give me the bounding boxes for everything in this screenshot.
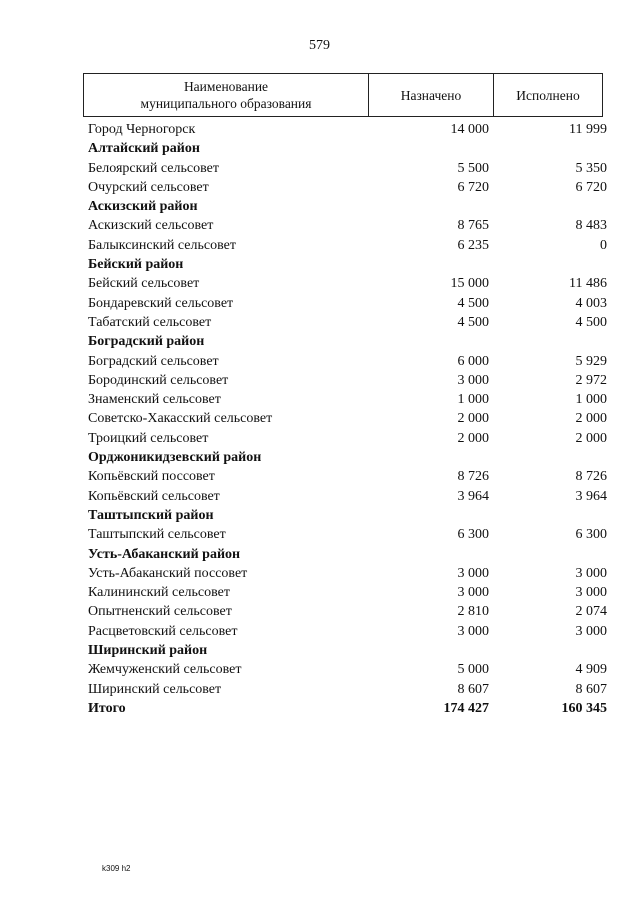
row-plan: 6 000 [457, 353, 489, 369]
row-name: Белоярский сельсовет [88, 160, 219, 176]
row-name: Знаменский сельсовет [88, 392, 221, 408]
row-exec: 2 000 [575, 430, 607, 446]
table-row [83, 371, 607, 390]
table-row [83, 178, 607, 197]
row-name: Орджоникидзевский район [88, 450, 262, 466]
row-name: Копьёвский поссовет [88, 469, 215, 485]
row-exec: 0 [600, 237, 607, 253]
row-name: Алтайский район [88, 141, 200, 157]
row-plan: 8 765 [457, 218, 489, 234]
row-plan: 8 726 [457, 469, 489, 485]
row-exec: 3 000 [575, 623, 607, 639]
row-name: Ширинский район [88, 643, 208, 659]
district-heading-row [83, 545, 607, 564]
row-plan: 2 000 [457, 430, 489, 446]
row-exec: 4 003 [575, 295, 607, 311]
row-plan: 15 000 [450, 276, 489, 292]
row-name: Таштыпский район [88, 507, 214, 523]
district-heading-row [83, 448, 607, 467]
row-plan: 3 000 [457, 623, 489, 639]
page-number: 579 [309, 38, 330, 53]
row-name: Бондаревский сельсовет [88, 295, 234, 311]
row-plan: 2 000 [457, 411, 489, 427]
row-name: Таштыпский сельсовет [88, 527, 226, 543]
row-exec: 2 000 [575, 411, 607, 427]
table-row [83, 660, 607, 679]
table-row [83, 487, 607, 506]
row-name: Усть-Абаканский район [88, 546, 241, 562]
row-plan: 6 720 [457, 179, 489, 195]
row-name: Очурский сельсовет [88, 179, 209, 195]
row-name: Калининский сельсовет [88, 585, 230, 601]
row-exec: 11 486 [569, 276, 607, 292]
row-plan: 2 810 [457, 604, 489, 620]
row-name: Расцветовский сельсовет [88, 623, 238, 639]
row-name: Троицкий сельсовет [88, 430, 209, 446]
table-row [83, 159, 607, 178]
row-plan: 6 300 [457, 527, 489, 543]
table-row [83, 294, 607, 313]
row-name: Боградский район [88, 334, 205, 350]
table-row [83, 525, 607, 544]
table-row [83, 680, 607, 699]
row-plan: 3 000 [457, 585, 489, 601]
district-heading-row [83, 641, 607, 660]
row-plan: 1 000 [457, 392, 489, 408]
row-plan: 4 500 [457, 314, 489, 330]
row-exec: 8 607 [575, 681, 607, 697]
row-exec: 2 074 [575, 604, 607, 620]
row-exec: 5 350 [575, 160, 607, 176]
header-name-line1: Наименование [183, 79, 269, 94]
table-row [83, 274, 607, 293]
district-heading-row [83, 332, 607, 351]
row-exec: 2 972 [575, 372, 607, 388]
row-name: Итого [88, 700, 126, 716]
footer-code: k309 h2 [102, 864, 131, 873]
row-plan: 3 000 [457, 372, 489, 388]
row-name: Усть-Абаканский поссовет [88, 565, 248, 581]
row-exec: 4 500 [575, 314, 607, 330]
table-row [83, 120, 607, 139]
table-row [83, 429, 607, 448]
row-plan: 14 000 [450, 122, 489, 137]
table-row [83, 390, 607, 409]
row-exec: 4 909 [575, 662, 607, 678]
table-row [83, 352, 607, 371]
row-plan: 4 500 [457, 295, 489, 311]
row-name: Табатский сельсовет [88, 314, 212, 330]
header-name-line2: муниципального образования [140, 96, 312, 111]
row-name: Балыксинский сельсовет [88, 237, 236, 253]
row-exec: 8 726 [575, 469, 607, 485]
row-name: Город Черногорск [88, 122, 196, 137]
table-row [83, 602, 607, 621]
row-name: Опытненский сельсовет [88, 604, 232, 620]
district-heading-row [83, 197, 607, 216]
row-exec: 3 964 [575, 488, 607, 504]
header-plan-column: Назначено [369, 74, 494, 116]
district-heading-row [83, 506, 607, 525]
row-exec: 6 720 [575, 179, 607, 195]
row-plan: 8 607 [457, 681, 489, 697]
row-exec: 3 000 [575, 585, 607, 601]
row-name: Бейский сельсовет [88, 276, 200, 292]
row-plan: 3 000 [457, 565, 489, 581]
row-exec: 1 000 [575, 392, 607, 408]
table-row [83, 216, 607, 235]
table-row [83, 564, 607, 583]
table-row [83, 622, 607, 641]
table-row [83, 313, 607, 332]
row-name: Ширинский сельсовет [88, 681, 222, 697]
row-name: Аскизский район [88, 199, 198, 215]
row-plan: 174 427 [443, 700, 489, 716]
row-plan: 5 500 [457, 160, 489, 176]
row-exec: 3 000 [575, 565, 607, 581]
row-plan: 5 000 [457, 662, 489, 678]
table-row [83, 236, 607, 255]
row-exec: 5 929 [575, 353, 607, 369]
table-row [83, 583, 607, 602]
header-name-column [84, 74, 369, 116]
table-row [83, 409, 607, 428]
row-name: Жемчуженский сельсовет [88, 662, 242, 678]
header-exec-column: Исполнено [516, 87, 580, 103]
row-name: Аскизский сельсовет [88, 218, 214, 234]
table-row [83, 699, 607, 718]
row-name: Боградский сельсовет [88, 353, 219, 369]
row-exec: 8 483 [575, 218, 607, 234]
row-name: Бородинский сельсовет [88, 372, 229, 388]
row-plan: 3 964 [457, 488, 489, 504]
district-heading-row [83, 139, 607, 158]
row-plan: 6 235 [457, 237, 489, 253]
row-name: Советско-Хакасский сельсовет [88, 411, 273, 427]
district-heading-row [83, 255, 607, 274]
row-name: Бейский район [88, 257, 184, 273]
row-exec: 6 300 [575, 527, 607, 543]
row-exec: 160 345 [561, 700, 607, 716]
table-body [83, 120, 607, 718]
row-exec: 11 999 [569, 122, 607, 137]
row-name: Копьёвский сельсовет [88, 488, 220, 504]
table-row [83, 467, 607, 486]
table-header [83, 73, 603, 117]
